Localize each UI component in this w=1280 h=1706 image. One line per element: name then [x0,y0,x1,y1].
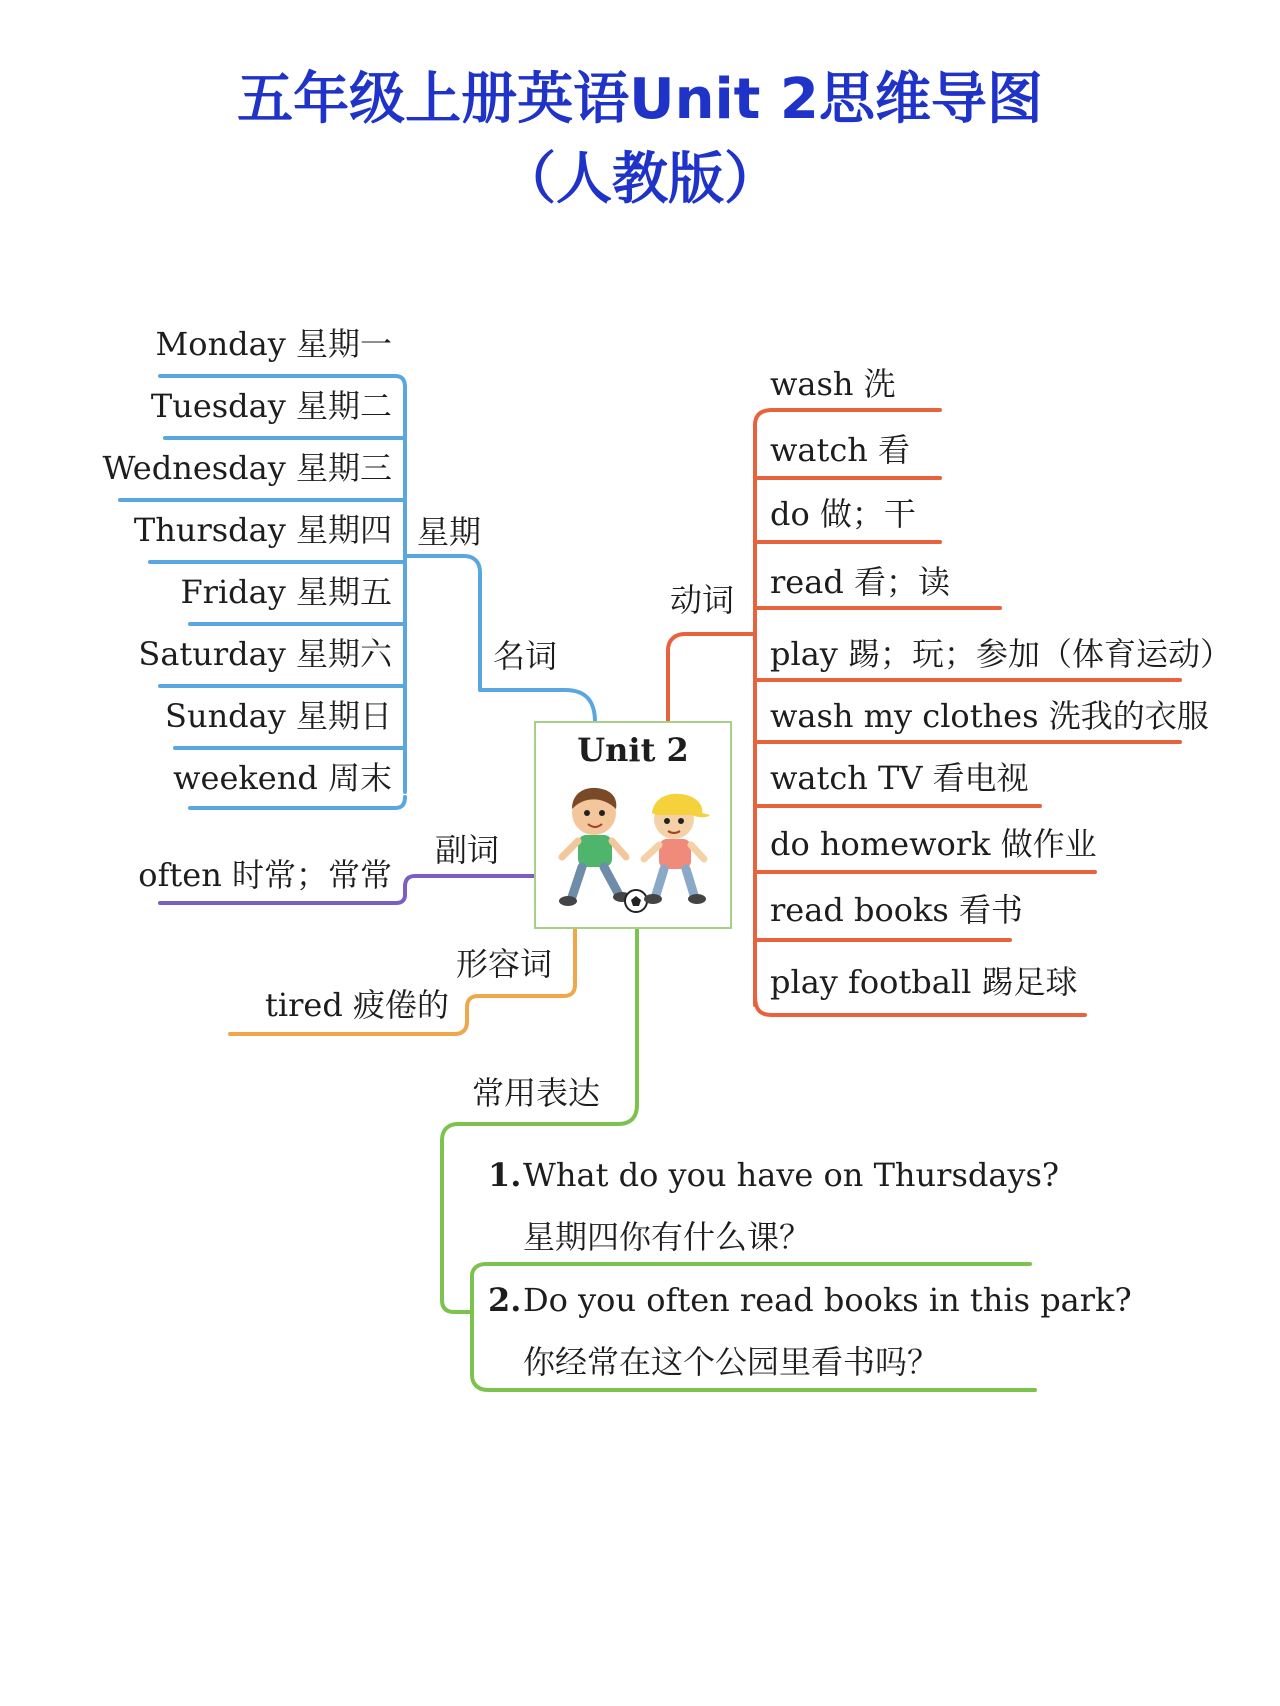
title-line-1: 五年级上册英语Unit 2思维导图 [237,67,1043,132]
expression-2-english: Do you often read books in this park? [523,1281,1132,1319]
verb-item-watch: watch 看 [770,431,911,469]
verb-item-do: do 做；干 [770,495,916,533]
verb-item-play-football: play football 踢足球 [770,963,1078,1001]
noun-item-tuesday: Tuesday 星期二 [150,387,392,425]
verb-item-play: play 踢；玩；参加（体育运动） [770,635,1233,673]
expression-2-chinese: 你经常在这个公园里看书吗？ [523,1343,940,1381]
football-icon [625,890,647,912]
weekdays-label: 星期 [417,513,482,551]
verb-item-wash: wash 洗 [770,365,896,403]
verb-item-read-books: read books 看书 [770,891,1023,929]
adverb-item-often: often 时常；常常 [138,856,392,894]
noun-item-friday: Friday 星期五 [180,573,392,611]
right-boy-figure [644,794,710,904]
noun-label: 名词 [493,637,558,675]
noun-item-saturday: Saturday 星期六 [138,635,392,673]
kids-playing-football-illustration [546,775,721,923]
adverb-label: 副词 [435,831,500,869]
verb-item-watch-tv: watch TV 看电视 [770,759,1029,797]
center-node-label: Unit 2 [577,731,689,769]
verb-item-do-homework: do homework 做作业 [770,825,1097,863]
noun-item-wednesday: Wednesday 星期三 [102,449,392,487]
expressions-label: 常用表达 [472,1074,601,1112]
verb-item-wash-my-clothes: wash my clothes 洗我的衣服 [770,697,1209,735]
expression-1-chinese: 星期四你有什么课？ [523,1218,812,1256]
noun-item-sunday: Sunday 星期日 [165,697,392,735]
center-node [534,721,732,929]
left-boy-figure [559,788,631,906]
verb-item-read: read 看；读 [770,563,950,601]
verb-label: 动词 [670,581,735,619]
title-line-2: （人教版） [500,147,780,212]
noun-item-thursday: Thursday 星期四 [133,511,392,549]
expression-1-number: 1. [488,1156,522,1194]
adjective-item-tired: tired 疲倦的 [265,986,449,1024]
expression-2-number: 2. [488,1281,522,1319]
expression-1-english: What do you have on Thursdays? [523,1156,1060,1194]
noun-item-monday: Monday 星期一 [155,325,392,363]
noun-item-weekend: weekend 周末 [173,759,392,797]
adjective-label: 形容词 [456,945,553,983]
